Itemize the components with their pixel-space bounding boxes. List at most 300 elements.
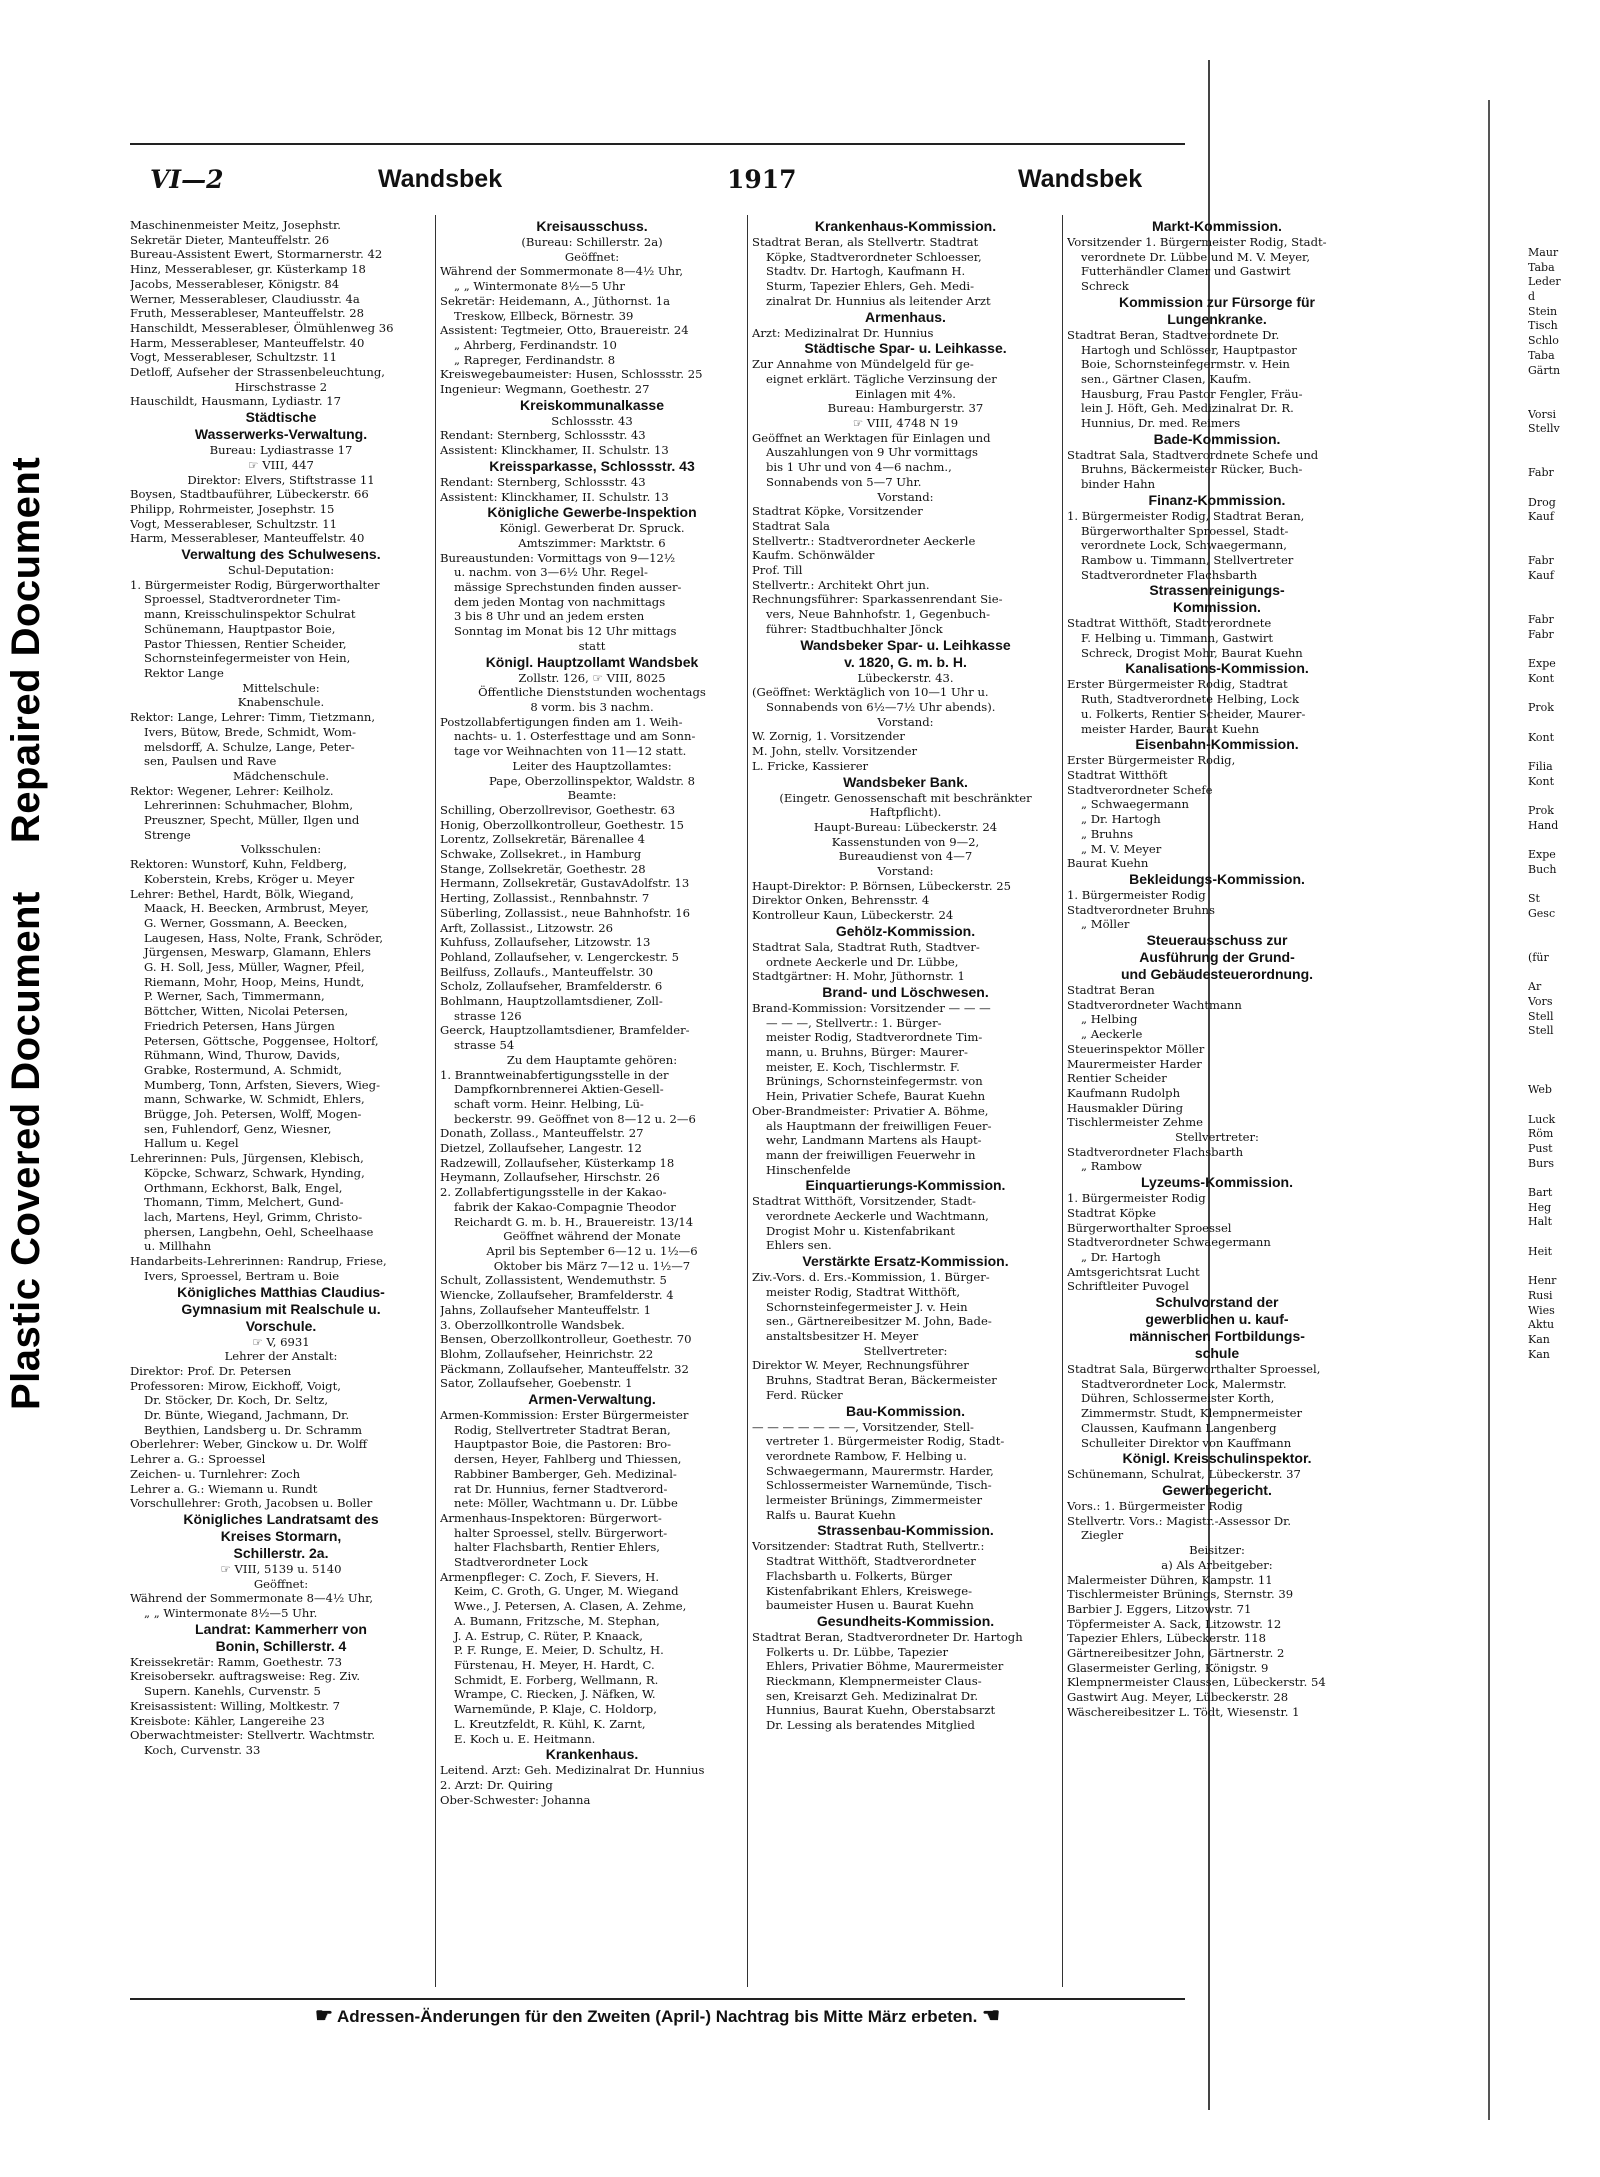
entry-line: Bohlmann, Hauptzollamtsdiener, Zoll- (440, 994, 663, 1009)
entry-line: Hunnius, Baurat Kuehn, Oberstabsarzt (766, 1703, 996, 1718)
entry-line: Ivers, Bütow, Brede, Schmidt, Wom- (144, 724, 357, 739)
section-heading: Königliches Matthias Claudius- (177, 1283, 385, 1300)
entry-line: Brünings, Schornsteinfegermstr. von (766, 1074, 983, 1089)
strip-fragment: Stellv (1528, 422, 1560, 436)
section-heading: Kreiskommunalkasse (520, 396, 664, 413)
entry-line: ☞ VIII, 5139 u. 5140 (220, 1561, 342, 1576)
entry-line: nete: Möller, Wachtmann u. Dr. Lübbe (454, 1496, 678, 1511)
entry-line: mässige Sprechstunden finden ausser- (454, 580, 682, 595)
entry-line: verordnete Aeckerle und Wachtmann, (766, 1209, 989, 1224)
entry-line: anstaltsbesitzer H. Meyer (766, 1329, 919, 1343)
entry-line: Schlossstr. 43 (551, 413, 633, 428)
entry-line: Folkerts u. Dr. Lübbe, Tapezier (766, 1644, 949, 1659)
entry-line: Stadtrat Witthöft, Vorsitzender, Stadt- (752, 1194, 976, 1209)
section-heading: Lyzeums-Kommission. (1141, 1174, 1293, 1191)
entry-line: Postzollabfertigungen finden am 1. Weih- (440, 714, 683, 729)
page-number: VI—2 (150, 165, 224, 194)
entry-line: Hermann, Zollsekretär, GustavAdolfstr. 13 (440, 876, 690, 891)
strip-fragment: Pust (1528, 1141, 1553, 1155)
strip-fragment (1528, 1259, 1598, 1274)
entry-line: Rodig, Stellvertreter Stadtrat Beran, (454, 1422, 671, 1437)
section-heading: Einquartierungs-Kommission. (805, 1177, 1006, 1194)
strip-fragment: Halt (1528, 1215, 1553, 1229)
entry-line: Stadtverordneter Flachsbarth (1081, 567, 1258, 582)
entry-line: Ziegler (1081, 1528, 1124, 1543)
entry-line: strasse 126 (454, 1008, 522, 1023)
entry-line: meister Rodig, Stadtverordnete Tim- (766, 1030, 983, 1045)
entry-line: Stellvertr.: Stadtverordneter Aeckerle (752, 533, 976, 548)
entry-line: Sproessel, Stadtverordneter Tim- (144, 592, 341, 607)
entry-line: Hauschildt, Hausmann, Lydiastr. 17 (130, 394, 342, 409)
entry-line: Tischlermeister Brünings, Sternstr. 39 (1067, 1587, 1294, 1602)
section-heading: Bekleidungs-Kommission. (1129, 870, 1305, 887)
entry-line: Stadtrat Beran, als Stellvertr. Stadtrat (752, 235, 979, 249)
entry-line: Ruth, Stadtverordnete Helbing, Lock (1081, 692, 1299, 707)
section-heading: Kreises Stormarn, (220, 1527, 342, 1544)
section-heading: Finanz-Kommission. (1148, 491, 1286, 508)
entry-line: Lehrerinnen: Schuhmacher, Blohm, (144, 798, 354, 813)
entry-line: Zollstr. 126, ☞ VIII, 8025 (518, 670, 666, 685)
entry-line: Bensen, Oberzollkontrolleur, Goethestr. 70 (440, 1332, 692, 1347)
strip-fragment: Kan (1528, 1347, 1550, 1361)
entry-line: Schul-Deputation: (227, 563, 335, 578)
entry-line: Erster Bürgermeister Rodig, Stadtrat (1067, 677, 1288, 692)
entry-line: Bruhns, Bäckermeister Rücker, Buch- (1081, 462, 1303, 477)
strip-fragment: Henr (1528, 1274, 1557, 1288)
entry-line: Pastor Thiessen, Rentier Scheider, (144, 636, 347, 651)
entry-line: Stellvertr.: Architekt Ohrt jun. (752, 577, 930, 592)
entry-line: verordnete Lock, Schwaegermann, (1081, 538, 1287, 553)
entry-line: halter Sproessel, stellv. Bürgerwort- (454, 1525, 668, 1540)
entry-line: verordnete Rambow, F. Helbing u. (766, 1448, 967, 1463)
entry-line: Kistenfabrikant Ehlers, Kreiswege- (766, 1583, 972, 1598)
strip-fragment: Kauf (1528, 569, 1554, 583)
entry-line: Öffentliche Dienststunden wochentags (478, 685, 706, 700)
entry-line: Maack, H. Beecken, Armbrust, Meyer, (144, 901, 369, 916)
section-heading: Gewerbegericht. (1162, 1482, 1272, 1498)
entry-line: Fruth, Messerableser, Manteuffelstr. 28 (130, 306, 364, 321)
section-heading: Ausführung der Grund- (1139, 949, 1295, 966)
entry-line: Auszahlungen von 9 Uhr vormittags (766, 445, 978, 460)
entry-line: 2. Zollabfertigungsstelle in der Kakao- (440, 1185, 667, 1200)
entry-line: (Geöffnet: Werktäglich von 10—1 Uhr u. (752, 685, 989, 700)
entry-line: Ralfs u. Baurat Kuehn (766, 1507, 896, 1522)
page-footer (130, 2003, 1185, 2028)
strip-fragment: Stein (1528, 304, 1558, 318)
section-heading: Vorschule. (245, 1317, 317, 1334)
entry-line: Direktor W. Meyer, Rechnungsführer (752, 1358, 969, 1373)
entry-line: Geöffnet: (253, 1576, 309, 1591)
strip-fragment: Stell (1528, 1024, 1554, 1038)
entry-line: Ober-Schwester: Johanna (440, 1792, 591, 1807)
entry-line: Mittelschule: (242, 680, 320, 695)
column-1 (130, 218, 432, 1988)
entry-line: Süberling, Zollassist., neue Bahnhofstr. 16 (440, 905, 690, 920)
entry-line: Brügge, Joh. Petersen, Wolff, Mogen- (144, 1107, 362, 1122)
entry-line: Stadtverordneter Bruhns (1067, 902, 1215, 917)
strip-fragment (1528, 834, 1598, 849)
entry-line: Ingenieur: Wegmann, Goethestr. 27 (440, 382, 650, 397)
entry-line: rat Dr. Hunnius, ferner Stadtverord- (454, 1481, 668, 1496)
entry-line: Orthmann, Eckhorst, Balk, Engel, (144, 1180, 343, 1195)
section-heading: Königliche Gewerbe-Inspektion (487, 504, 697, 521)
entry-line: Köpke, Stadtverordneter Schloesser, (766, 249, 982, 264)
section-heading: Königl. Hauptzollamt Wandsbek (485, 653, 699, 670)
section-heading: Bonin, Schillerstr. 4 (215, 1637, 347, 1654)
strip-fragment: Schlo (1528, 334, 1559, 348)
entry-line: Böttcher, Witten, Nicolai Petersen, (144, 1004, 349, 1019)
section-heading: Krankenhaus-Kommission. (814, 218, 997, 234)
strip-fragment: Fabr (1528, 554, 1554, 568)
entry-line: Bureau-Assistent Ewert, Stormarnerstr. 42 (130, 247, 383, 262)
entry-line: Koberstein, Krebs, Kröger u. Meyer (144, 871, 355, 886)
entry-line: Zu dem Hauptamte gehören: (506, 1052, 678, 1067)
entry-line: ☞ V, 6931 (252, 1334, 310, 1349)
strip-fragment: Gesc (1528, 906, 1556, 920)
entry-line: (Bureau: Schillerstr. 2a) (521, 235, 663, 249)
entry-line: Dr. Stöcker, Dr. Koch, Dr. Seltz, (144, 1393, 329, 1408)
entry-line: Ober-Brandmeister: Privatier A. Böhme, (752, 1103, 989, 1118)
entry-line: Stadtverordneter Schwaegermann (1067, 1235, 1271, 1250)
header-left-title: Wandsbek (378, 165, 503, 193)
entry-line: a) Als Arbeitgeber: (1161, 1557, 1273, 1572)
header-right-title: Wandsbek (1018, 165, 1143, 193)
entry-line: Oberwachtmeister: Stellvertr. Wachtmstr. (130, 1728, 376, 1743)
strip-fragment: Vorsi (1528, 407, 1556, 421)
entry-line: Einlagen mit 4%. (855, 386, 956, 401)
entry-line: Hirschstrasse 2 (234, 379, 328, 394)
entry-line: „ „ Wintermonate 8½—5 Uhr. (144, 1606, 318, 1621)
entry-line: Sekretär: Heidemann, A., Jüthornst. 1a (440, 293, 671, 308)
section-heading: Steuerausschuss zur (1146, 932, 1288, 949)
entry-line: Vors.: 1. Bürgermeister Rodig (1067, 1499, 1243, 1513)
entry-line: Hunnius, Dr. med. Reimers (1081, 416, 1241, 431)
entry-line: Malermeister Dühren, Kampstr. 11 (1067, 1572, 1273, 1587)
entry-line: Fürstenau, H. Meyer, H. Hardt, C. (454, 1657, 655, 1672)
entry-line: Lehrer a. G.: Wiemann u. Rundt (130, 1481, 318, 1496)
entry-line: Rieckmann, Klempnermeister Claus- (766, 1674, 982, 1689)
section-heading: Königliches Landratsamt des (183, 1510, 379, 1527)
entry-line: Stellvertreter: (1175, 1130, 1259, 1145)
entry-line: Rendant: Sternberg, Schlossstr. 43 (440, 428, 646, 443)
entry-line: Knabenschule. (237, 695, 325, 710)
entry-line: Beilfuss, Zollaufs., Manteuffelstr. 30 (440, 964, 653, 979)
entry-line: Assistent: Tegtmeier, Otto, Brauereistr. 24 (440, 323, 689, 338)
section-heading: Gesundheits-Kommission. (816, 1612, 995, 1629)
section-heading: Kommission zur Fürsorge für (1118, 293, 1316, 310)
strip-fragment (1528, 643, 1598, 658)
section-heading: Armenhaus. (865, 308, 946, 325)
entry-line: „ M. V. Meyer (1081, 841, 1162, 856)
strip-fragment: Kauf (1528, 510, 1554, 524)
entry-line: Oktober bis März 7—12 u. 1½—7 (493, 1258, 691, 1273)
entry-line: Amtszimmer: Marktstr. 6 (518, 535, 666, 550)
entry-line: — — — — — — —, Vorsitzender, Stell- (752, 1419, 974, 1434)
section-heading: Verwaltung des Schulwesens. (181, 546, 381, 563)
section-heading: Kanalisations-Kommission. (1125, 660, 1309, 677)
strip-fragment: Kont (1528, 774, 1555, 788)
entry-line: Schünemann, Schulrat, Lübeckerstr. 37 (1067, 1467, 1301, 1482)
entry-line: Bruhns, Stadtrat Beran, Bäckermeister (766, 1373, 997, 1388)
entry-line: Lübeckerstr. 43. (857, 670, 954, 685)
section-heading: männischen Fortbildungs- (1129, 1328, 1305, 1345)
entry-line: Rechnungsführer: Sparkassenrendant Sie- (752, 592, 1003, 607)
entry-line: W. Zornig, 1. Vorsitzender (752, 729, 905, 744)
entry-line: Warnemünde, P. Klaje, C. Holdorp, (454, 1702, 657, 1717)
entry-line: Vogt, Messerableser, Schultzstr. 11 (130, 350, 337, 365)
entry-line: führer: Stadtbuchhalter Jönck (766, 621, 943, 636)
entry-line: A. Bumann, Fritzsche, M. Stephan, (454, 1613, 660, 1628)
entry-line: Philipp, Rohrmeister, Josephstr. 15 (130, 501, 335, 516)
entry-line: „ Helbing (1081, 1012, 1138, 1027)
strip-fragment (1528, 936, 1598, 951)
entry-line: Kreisbote: Kähler, Langereihe 23 (130, 1713, 325, 1728)
strip-fragment: Luck (1528, 1112, 1556, 1126)
entry-line: Zeichen- u. Turnlehrer: Zoch (130, 1466, 301, 1481)
entry-line: Haupt-Direktor: P. Börnsen, Lübeckerstr. 25 (752, 878, 1012, 893)
entry-line: halter Flachsbarth, Rentier Ehlers, (454, 1540, 660, 1555)
entry-line: Hein, Privatier Schefe, Baurat Kuehn (766, 1089, 986, 1104)
section-heading: Städtische Spar- u. Leihkasse. (804, 340, 1007, 357)
entry-line: mann, Kreisschulinspektor Schulrat (144, 607, 356, 622)
entry-line: Geöffnet während der Monate (503, 1229, 681, 1244)
entry-line: fabrik der Kakao-Compagnie Theodor (454, 1199, 676, 1214)
entry-line: Schornsteinfegermeister von Hein, (144, 651, 351, 666)
entry-line: 3. Oberzollkontrolle Wandsbek. (440, 1317, 625, 1332)
entry-line: mann, Schwarke, W. Schmidt, Ehlers, (144, 1092, 365, 1107)
strip-fragment: Heit (1528, 1244, 1553, 1258)
strip-fragment: Wies (1528, 1303, 1555, 1317)
entry-line: F. Helbing u. Timmann, Gastwirt (1081, 631, 1274, 646)
entry-line: Schilling, Oberzollrevisor, Goethestr. 63 (440, 802, 676, 817)
strip-fragment: Ar (1528, 980, 1542, 994)
entry-line: Professoren: Mirow, Eickhoff, Voigt, (130, 1378, 341, 1393)
entry-line: Jürgensen, Meswarp, Glamann, Ehlers (144, 945, 371, 960)
entry-line: Bürgerworthalter Sproessel (1067, 1220, 1232, 1235)
entry-line: Stadtv. Dr. Hartogh, Kaufmann H. (766, 264, 966, 279)
entry-line: Rektor Lange (144, 665, 224, 680)
entry-line: Vorstand: (877, 714, 934, 729)
entry-line: „ Dr. Hartogh (1081, 1249, 1161, 1264)
strip-fragment (1528, 687, 1598, 702)
entry-line: Ehlers sen. (766, 1238, 832, 1253)
section-heading: Bau-Kommission. (845, 1402, 965, 1419)
entry-line: Koch, Curvenstr. 33 (144, 1742, 261, 1757)
entry-line: Stadtrat Köpke, Vorsitzender (752, 504, 923, 519)
entry-line: Supern. Kanehls, Curvenstr. 5 (144, 1684, 321, 1699)
entry-line: Stadtrat Witthöft, Stadtverordneter (766, 1554, 976, 1569)
entry-line: Köpcke, Schwarz, Schwark, Hynding, (144, 1165, 365, 1180)
entry-line: Scholz, Zollaufseher, Bramfelderstr. 6 (440, 979, 663, 994)
entry-line: Maschinenmeister Meitz, Josephstr. (130, 218, 341, 232)
section-heading: Kreissparkasse, Schlossstr. 43 (489, 457, 695, 474)
entry-line: sen., Gärtnereibesitzer M. John, Bade- (766, 1314, 992, 1329)
entry-line: Hartogh und Schlösser, Hauptpastor (1081, 342, 1297, 357)
entry-line: Dr. Bünte, Wiegand, Jachmann, Dr. (144, 1408, 350, 1423)
pointing-hand-right-icon: ☛ (314, 2005, 333, 2027)
entry-line: Stange, Zollsekretär, Goethestr. 28 (440, 861, 646, 876)
entry-line: sen, Paulsen und Rave (144, 754, 277, 769)
entry-line: meister, E. Koch, Tischlermstr. F. (766, 1059, 960, 1074)
strip-fragment (1528, 393, 1598, 408)
columns (130, 218, 1327, 1988)
entry-line: Vorstand: (877, 864, 934, 879)
column-3 (752, 218, 1059, 1988)
entry-line: Reichardt G. m. b. H., Brauereistr. 13/14 (454, 1214, 694, 1229)
entry-line: zinalrat Dr. Hunnius als leitender Arzt (766, 293, 991, 308)
entry-line: Schornsteinfegermeister J. v. Hein (766, 1299, 968, 1314)
entry-line: Kaufm. Schönwälder (752, 548, 875, 563)
entry-line: Arft, Zollassist., Litzowstr. 26 (440, 920, 613, 935)
section-heading: Wandsbeker Bank. (843, 773, 968, 790)
entry-line: Arzt: Medizinalrat Dr. Hunnius (752, 325, 934, 340)
entry-line: Keim, C. Groth, G. Unger, M. Wiegand (454, 1584, 679, 1599)
entry-line: Vorstand: (877, 489, 934, 504)
entry-line: Wäschereibesitzer L. Tödt, Wiesenstr. 1 (1067, 1704, 1300, 1719)
strip-fragment: Röm (1528, 1127, 1554, 1141)
section-heading: Armen-Verwaltung. (528, 1391, 656, 1408)
entry-line: Laugesen, Hass, Nolte, Frank, Schröder, (144, 930, 384, 945)
entry-line: Honig, Oberzollkontrolleur, Goethestr. 15 (440, 817, 685, 832)
entry-line: Dietzel, Zollaufseher, Langestr. 12 (440, 1141, 642, 1156)
entry-line: Rabbiner Bamberger, Geh. Medizinal- (454, 1466, 677, 1481)
entry-line: Ziv.-Vors. d. Ers.-Kommission, 1. Bürger- (752, 1270, 990, 1285)
entry-line: tage vor Weihnachten von 11—12 statt. (454, 744, 687, 759)
entry-line: Hausmakler Düring (1067, 1100, 1184, 1115)
strip-fragment: Fabr (1528, 627, 1554, 641)
strip-fragment: (für (1528, 951, 1549, 964)
entry-line: Armenhaus-Inspektoren: Bürgerwort- (440, 1510, 662, 1525)
entry-line: Armenpfleger: C. Zoch, F. Sievers, H. (440, 1569, 660, 1584)
entry-line: Blohm, Zollaufseher, Heinrichstr. 22 (440, 1346, 654, 1361)
directory-page (130, 143, 1327, 2035)
entry-line: Kontrolleur Kaun, Lübeckerstr. 24 (752, 908, 954, 923)
entry-line: Werner, Messerableser, Claudiusstr. 4a (130, 291, 360, 306)
entry-line: Hausburg, Frau Pastor Fengler, Fräu- (1081, 386, 1303, 401)
side-label-repaired: Repaired Document (4, 456, 48, 844)
entry-line: binder Hahn (1081, 477, 1156, 492)
entry-line: Barbier J. Eggers, Litzowstr. 71 (1067, 1601, 1252, 1616)
strip-fragment: Expe (1528, 848, 1556, 862)
entry-line: Preuszner, Specht, Müller, Ilgen und (144, 813, 360, 828)
entry-line: Schriftleiter Puvogel (1067, 1279, 1189, 1294)
entry-line: Stadtrat Witthöft (1067, 767, 1168, 782)
entry-line: Schlossermeister Warnemünde, Tisch- (766, 1478, 992, 1493)
entry-line: Schreck, Drogist Mohr, Baurat Kuehn (1081, 645, 1303, 660)
side-label (4, 20, 64, 1410)
entry-line: Sator, Zollaufseher, Goebenstr. 1 (440, 1376, 633, 1391)
strip-fragment (1528, 481, 1598, 496)
entry-line: Geöffnet: (564, 249, 620, 264)
entry-line: statt (578, 638, 606, 653)
entry-line: „ Rambow (1081, 1159, 1142, 1174)
entry-line: Kassenstunden von 9—2, (831, 834, 980, 849)
entry-line: Grabke, Rostermund, A. Schmidt, (144, 1062, 342, 1077)
entry-line: Thomann, Timm, Melchert, Gund- (144, 1195, 344, 1210)
entry-line: „ Dr. Hartogh (1081, 812, 1161, 827)
section-heading: Städtische (245, 409, 317, 426)
strip-fragment: Taba (1528, 260, 1555, 274)
entry-line: Schwaegermann, Maurermstr. Harder, (766, 1463, 994, 1478)
section-heading: Lungenkranke. (1167, 310, 1267, 327)
section-heading: Kommission. (1173, 599, 1261, 616)
entry-line: Kreisassistent: Willing, Moltkestr. 7 (130, 1698, 340, 1713)
entry-line: Leiter des Hauptzollamtes: (512, 758, 672, 773)
entry-line: Stadtverordneter Schefe (1067, 782, 1213, 797)
section-heading: Königl. Kreisschulinspektor. (1122, 1450, 1312, 1467)
entry-line: Gastwirt Aug. Meyer, Lübeckerstr. 28 (1067, 1690, 1289, 1705)
entry-line: dersen, Heyer, Fahlberg und Thiessen, (454, 1452, 682, 1467)
strip-fragment: Aktu (1528, 1318, 1555, 1332)
entry-line: wehr, Landmann Martens als Haupt- (766, 1133, 982, 1148)
entry-line: Stadtverordneter Lock, Malermstr. (1081, 1376, 1287, 1391)
entry-line: Kuhfuss, Zollaufseher, Litzowstr. 13 (440, 935, 651, 950)
entry-line: Kreiswegebaumeister: Husen, Schlossstr. 25 (440, 367, 703, 382)
entry-line: lermeister Brünings, Zimmermeister (766, 1493, 983, 1508)
entry-line: Brand-Kommission: Vorsitzender — — — (752, 1000, 991, 1015)
entry-line: Rambow u. Timmann, Stellvertreter (1081, 552, 1294, 567)
entry-line: meister Harder, Baurat Kuehn (1081, 721, 1260, 736)
entry-line: Während der Sommermonate 8—4½ Uhr, (440, 264, 684, 279)
entry-line: Kreisobersekr. auftragsweise: Reg. Ziv. (130, 1669, 361, 1684)
entry-line: Drogist Mohr u. Kistenfabrikant (766, 1223, 955, 1238)
entry-line: Rektor: Lange, Lehrer: Timm, Tietzmann, (130, 710, 376, 725)
entry-line: G. H. Soll, Jess, Müller, Wagner, Pfeil, (144, 960, 365, 975)
side-label-plastic: Plastic Covered Document (4, 891, 48, 1410)
strip-fragment: d (1528, 290, 1536, 304)
entry-line: G. Werner, Gossmann, A. Beecken, (144, 915, 348, 930)
section-heading: v. 1820, G. m. b. H. (844, 653, 967, 670)
entry-line: „ Bruhns (1081, 826, 1134, 841)
entry-line: Rektoren: Wunstorf, Kuhn, Feldberg, (130, 857, 347, 872)
entry-line: Mumberg, Tonn, Arfsten, Sievers, Wieg- (144, 1077, 380, 1092)
entry-line: Direktor: Elvers, Stiftstrasse 11 (187, 472, 375, 487)
entry-line: als Hauptmann der freiwilligen Feuer- (766, 1118, 992, 1133)
strip-fragment (1528, 378, 1598, 393)
section-heading: Eisenbahn-Kommission. (1135, 736, 1299, 753)
section-heading: Strassenreinigungs- (1149, 582, 1285, 599)
entry-line: Herting, Zollassist., Rennbahnstr. 7 (440, 891, 650, 906)
entry-line: J. A. Estrup, C. Rüter, P. Knaack, (454, 1628, 643, 1643)
entry-line: (Eingetr. Genossenschaft mit beschränkter (779, 790, 1032, 805)
entry-line: Sekretär Dieter, Manteuffelstr. 26 (130, 232, 330, 247)
entry-line: Hanschildt, Messerableser, Ölmühlenweg 36 (130, 320, 394, 335)
entry-line: Stadtrat Witthöft, Stadtverordnete (1067, 616, 1272, 631)
strip-fragment: Tisch (1528, 319, 1558, 333)
section-heading: Markt-Kommission. (1152, 218, 1282, 234)
entry-line: Beythien, Landsberg u. Dr. Schramm (144, 1422, 362, 1437)
entry-line: dem jeden Montag von nachmittags (454, 594, 666, 609)
entry-line: Stellvertr. Vors.: Magistr.-Assessor Dr. (1067, 1513, 1292, 1528)
entry-line: Päckmann, Zollaufseher, Manteuffelstr. 32 (440, 1361, 689, 1376)
entry-line: strasse 54 (454, 1038, 515, 1053)
entry-line: Boie, Schornsteinfegermstr. v. Hein (1081, 357, 1290, 372)
entry-line: mann, u. Bruhns, Bürger: Maurer- (766, 1045, 968, 1060)
strip-fragment (1528, 437, 1598, 452)
entry-line: Bureau: Hamburgerstr. 37 (827, 401, 984, 416)
entry-line: Strenge (144, 827, 191, 842)
pointing-hand-left-icon: ☚ (982, 2005, 1001, 2027)
entry-line: Petersen, Göttsche, Poggensee, Holtorf, (144, 1033, 379, 1048)
entry-line: Riemann, Mohr, Hoop, Meins, Hundt, (144, 974, 365, 989)
entry-line: Schreck (1081, 279, 1129, 294)
section-heading: Schillerstr. 2a. (233, 1544, 329, 1561)
entry-line: Schünemann, Hauptpastor Boie, (144, 621, 336, 636)
adjacent-page-strip (1528, 246, 1598, 1362)
page-edge-line-2 (1488, 100, 1490, 2120)
entry-line: „ Möller (1081, 917, 1130, 932)
entry-line: Stadtrat Sala, Stadtrat Ruth, Stadtver- (752, 939, 980, 954)
